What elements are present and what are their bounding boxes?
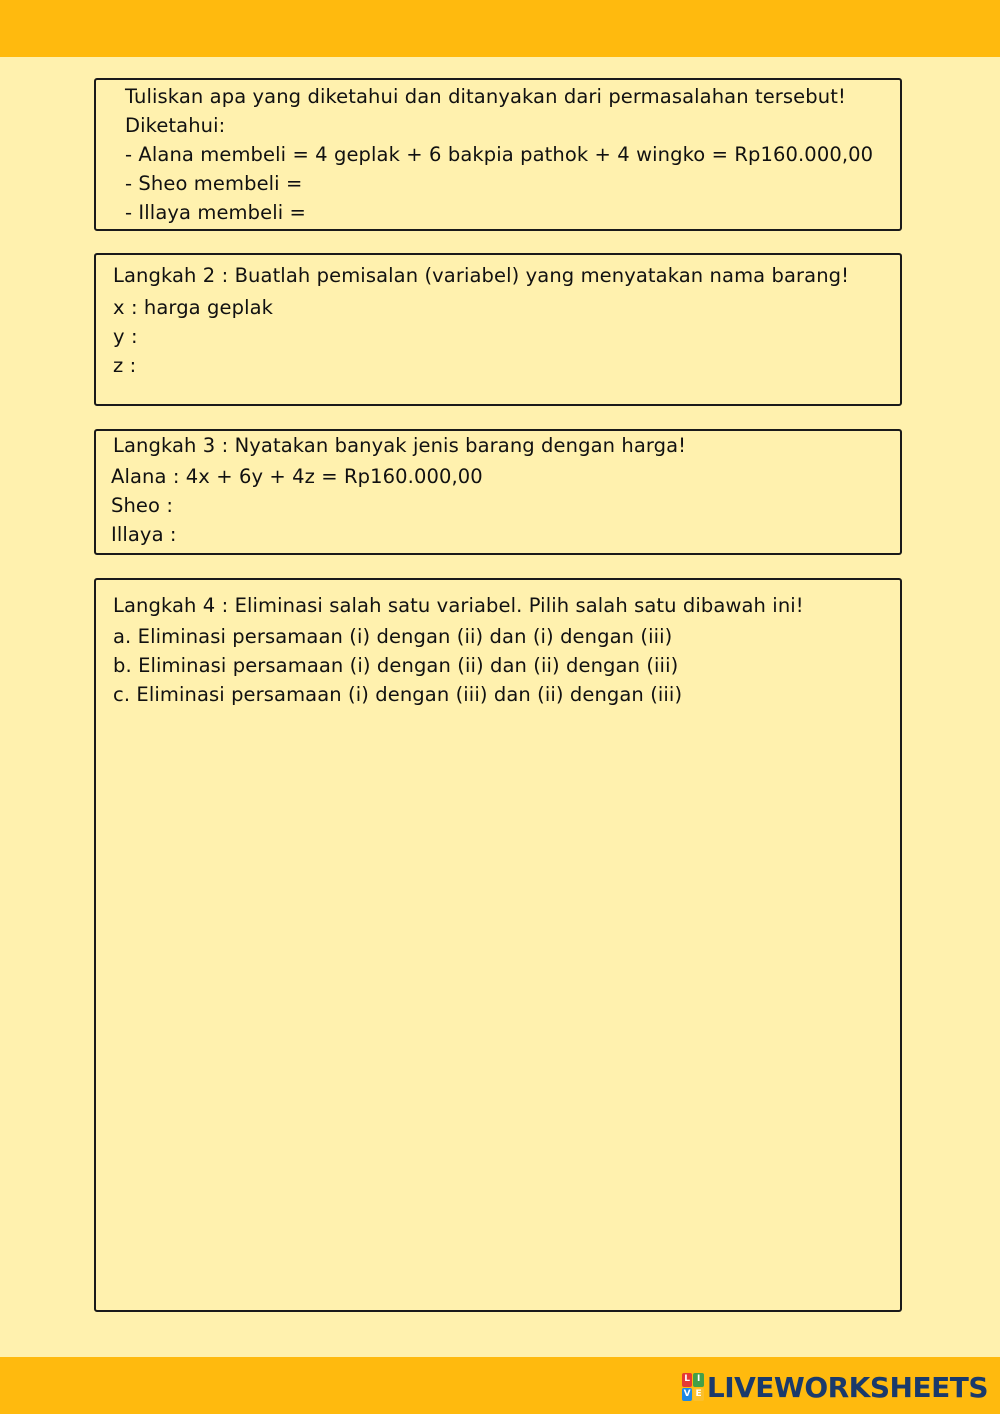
liveworksheets-brand-text: LIVEWORKSHEETS bbox=[706, 1370, 988, 1404]
alana-equation-line: Alana : 4x + 6y + 4z = Rp160.000,00 bbox=[111, 465, 483, 488]
box1-illaya-line: - Illaya membeli = bbox=[125, 201, 306, 224]
logo-letter-v: V bbox=[682, 1388, 693, 1402]
logo-letter-i: I bbox=[693, 1373, 704, 1387]
option-b-line: b. Eliminasi persamaan (i) dengan (ii) dan (ii) dengan (iii) bbox=[113, 654, 679, 677]
step3-equations-box bbox=[94, 429, 902, 555]
variable-x-line: x : harga geplak bbox=[113, 296, 274, 319]
option-c-line: c. Eliminasi persamaan (i) dengan (iii) dan (ii) dengan (iii) bbox=[113, 683, 683, 706]
box1-sheo-line: - Sheo membeli = bbox=[125, 172, 303, 195]
box1-alana-line: - Alana membeli = 4 geplak + 6 bakpia pathok + 4 wingko = Rp160.000,00 bbox=[125, 143, 874, 166]
box1-instruction: Tuliskan apa yang diketahui dan ditanyakan dari permasalahan tersebut! bbox=[125, 85, 846, 108]
known-asked-box bbox=[94, 78, 902, 231]
logo-letter-e: E bbox=[693, 1388, 704, 1402]
step2-variables-box bbox=[94, 253, 902, 406]
step3-heading: Langkah 3 : Nyatakan banyak jenis barang dengan harga! bbox=[113, 434, 687, 457]
liveworksheets-logo-icon bbox=[682, 1373, 704, 1401]
box1-known-heading: Diketahui: bbox=[125, 114, 226, 137]
option-a-line: a. Eliminasi persamaan (i) dengan (ii) dan (i) dengan (iii) bbox=[113, 625, 673, 648]
illaya-equation-line: Illaya : bbox=[111, 523, 177, 546]
logo-letter-l: L bbox=[682, 1373, 693, 1387]
sheo-equation-line: Sheo : bbox=[111, 494, 174, 517]
step4-elimination-box bbox=[94, 578, 902, 1312]
variable-y-line: y : bbox=[113, 325, 138, 348]
top-color-band bbox=[0, 0, 1000, 57]
step4-heading: Langkah 4 : Eliminasi salah satu variabel. Pilih salah satu dibawah ini! bbox=[113, 594, 804, 617]
variable-z-line: z : bbox=[113, 354, 137, 377]
step2-heading: Langkah 2 : Buatlah pemisalan (variabel) yang menyatakan nama barang! bbox=[113, 264, 850, 287]
liveworksheets-logo bbox=[682, 1370, 988, 1404]
